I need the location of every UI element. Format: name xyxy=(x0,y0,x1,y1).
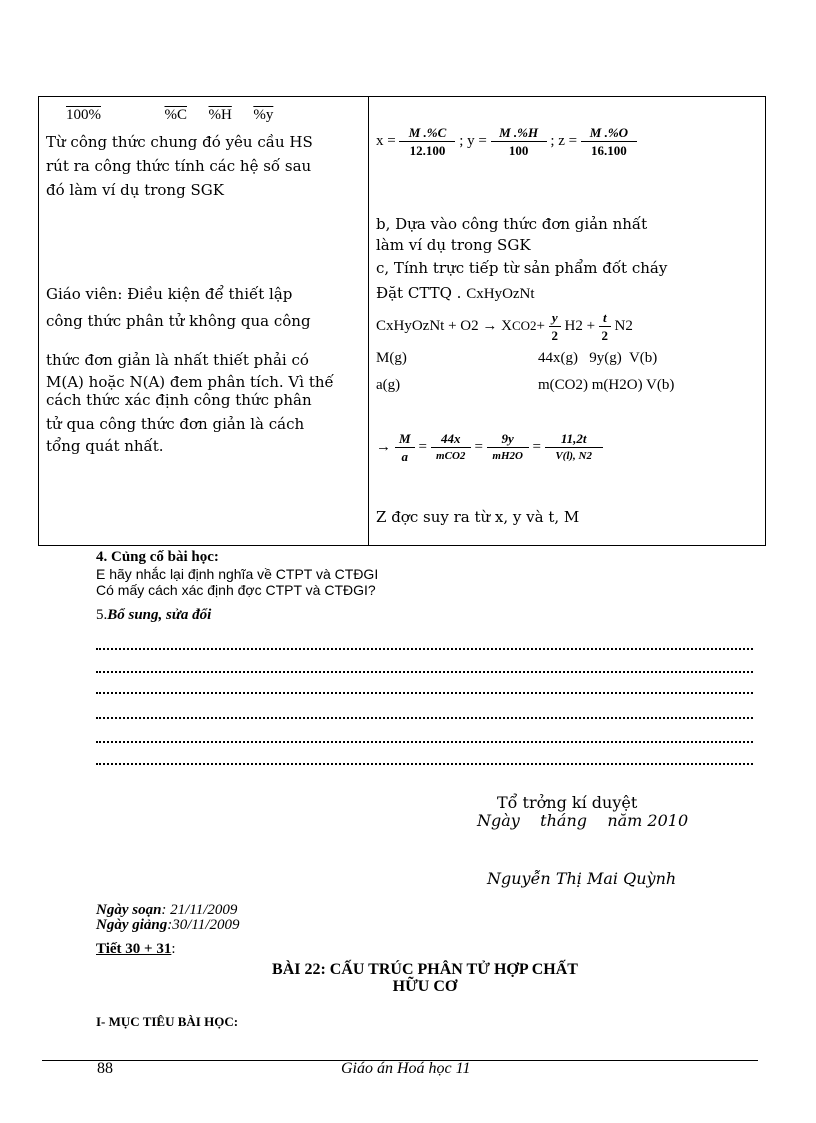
tiet-colon: : xyxy=(171,941,176,957)
header-y: %y xyxy=(253,107,274,123)
right-line-dat xyxy=(376,281,535,306)
table-column-divider xyxy=(368,96,369,546)
reaction-plus: + xyxy=(536,317,545,334)
numerator: 11,2t xyxy=(545,430,603,448)
header-h: %H xyxy=(208,107,232,123)
right-line-c: c, Tính trực tiếp từ sản phẩm đốt cháy xyxy=(376,259,668,277)
page-number: 88 xyxy=(97,1060,113,1077)
date-soan xyxy=(96,903,239,918)
left-header-row xyxy=(66,103,273,127)
date-label: Ngày soạn xyxy=(96,902,162,918)
ratio-co2 xyxy=(431,430,471,465)
equals: = xyxy=(418,438,427,455)
denominator: 16.100 xyxy=(591,143,627,158)
numerator: M xyxy=(395,430,415,448)
right-line-z: Z đợc suy ra từ x, y và t, M xyxy=(376,508,580,526)
ratio-n2 xyxy=(545,430,603,465)
formula-y-lhs: ; y = xyxy=(459,132,487,149)
text-line: tổng quát nhất. xyxy=(46,437,164,455)
date-value: :30/11/2009 xyxy=(167,917,240,933)
formula-x-lhs: x = xyxy=(376,132,396,149)
reaction-n2: N2 xyxy=(614,317,633,334)
lesson-dates xyxy=(96,903,239,933)
cttq-formula: CxHyOzNt xyxy=(466,286,535,302)
combustion-reaction xyxy=(376,309,633,344)
tiet-text: Tiết 30 + 31 xyxy=(96,941,172,957)
denominator: 100 xyxy=(508,143,529,158)
right-line-b xyxy=(376,212,647,254)
note-line xyxy=(96,692,753,694)
reaction-h2: H2 + xyxy=(564,317,596,334)
formula-z-fraction xyxy=(581,124,637,159)
lesson-title xyxy=(0,961,816,995)
note-line xyxy=(96,671,753,673)
numerator: y xyxy=(549,309,561,327)
formula-y-fraction xyxy=(491,124,547,159)
row-m-values: 44x(g) 9y(g) V(b) xyxy=(538,350,658,366)
date-value: : 21/11/2009 xyxy=(161,902,238,918)
lesson-title-line: HỮU CƠ xyxy=(392,978,458,995)
text-line: Có mấy cách xác định đợc CTPT và CTĐGI? xyxy=(96,582,376,598)
note-line xyxy=(96,717,753,719)
left-para-2 xyxy=(46,281,311,335)
formula-x-fraction xyxy=(399,124,455,159)
header-c: %C xyxy=(164,107,187,123)
dat-label: Đặt CTTQ . xyxy=(376,284,462,302)
signature-title: Tổ trởng kí duyệt xyxy=(497,793,638,812)
reaction-t-fraction xyxy=(599,309,611,344)
left-para-1 xyxy=(46,130,313,202)
section-4-body xyxy=(96,566,378,598)
row-a-values: m(CO2) m(H2O) V(b) xyxy=(538,377,675,393)
date-giang xyxy=(96,918,239,933)
numerator: M .%C xyxy=(399,124,455,142)
formula-xyz xyxy=(376,124,637,159)
denominator: V(l), N2 xyxy=(555,450,592,462)
numerator: M .%O xyxy=(581,124,637,142)
denominator: 2 xyxy=(551,328,558,343)
equals: = xyxy=(474,438,483,455)
denominator: mH2O xyxy=(492,450,523,462)
numerator: 44x xyxy=(431,430,471,448)
text-line: rút ra công thức tính các hệ số sau xyxy=(46,157,312,175)
left-para-3 xyxy=(46,349,334,457)
numerator: t xyxy=(599,309,611,327)
book-title: Giáo án Hoá học 11 xyxy=(341,1060,471,1077)
text-line: làm ví dụ trong SGK xyxy=(376,236,531,254)
section-heading: Bổ sung, sửa đổi xyxy=(107,607,212,623)
denominator: a xyxy=(401,449,408,464)
signature-date: Ngày tháng năm 2010 xyxy=(477,811,689,830)
text-line: tử qua công thức đơn giản là cách xyxy=(46,415,305,433)
text-line: Giáo viên: Điều kiện để thiết lập xyxy=(46,285,293,303)
text-line: b, Dựa vào công thức đơn giản nhất xyxy=(376,215,648,233)
section-5-title xyxy=(96,607,211,624)
lesson-title-line: BÀI 22: CẤU TRÚC PHÂN TỬ HỢP CHẤT xyxy=(272,961,578,978)
section-I-title: I- MỤC TIÊU BÀI HỌC: xyxy=(96,1014,239,1029)
reaction-lhs: CxHyOzNt + O2 → xyxy=(376,317,498,334)
text-line: đó làm ví dụ trong SGK xyxy=(46,181,224,199)
numerator: M .%H xyxy=(491,124,547,142)
text-line: E hãy nhắc lại định nghĩa về CTPT và CTĐGI xyxy=(96,566,379,582)
reaction-co2: CO2 xyxy=(511,317,537,333)
text-line: Từ công thức chung đó yêu cầu HS xyxy=(46,133,313,151)
denominator: mCO2 xyxy=(436,450,466,462)
ratio-m-a xyxy=(395,430,415,465)
note-line xyxy=(96,648,753,650)
note-line xyxy=(96,763,753,765)
note-line xyxy=(96,741,753,743)
text-line: thức đơn giản là nhất thiết phải có xyxy=(46,351,309,369)
date-label: Ngày giảng xyxy=(96,917,168,933)
signature-name: Nguyễn Thị Mai Quỳnh xyxy=(487,869,677,888)
ratio-h2o xyxy=(487,430,529,465)
reaction-x: X xyxy=(501,317,512,334)
text-line: công thức phân tử không qua công xyxy=(46,312,311,330)
equals: = xyxy=(532,438,541,455)
row-a-label: a(g) xyxy=(376,377,401,393)
text-line: cách thức xác định công thức phân xyxy=(46,391,312,409)
header-100: 100% xyxy=(66,107,101,123)
section-number: 5. xyxy=(96,607,108,623)
text-line: M(A) hoặc N(A) đem phân tích. Vì thế xyxy=(46,373,334,391)
denominator: 12.100 xyxy=(409,143,446,158)
tiet-label xyxy=(96,941,176,958)
arrow-icon: → xyxy=(376,438,391,455)
row-m-label: M(g) xyxy=(376,350,407,366)
numerator: 9y xyxy=(487,430,529,448)
reaction-y-fraction xyxy=(549,309,561,344)
ratio-formula xyxy=(376,430,603,465)
formula-z-lhs: ; z = xyxy=(550,132,578,149)
denominator: 2 xyxy=(601,328,609,343)
section-4-title: 4. Củng cố bài học: xyxy=(96,549,219,565)
